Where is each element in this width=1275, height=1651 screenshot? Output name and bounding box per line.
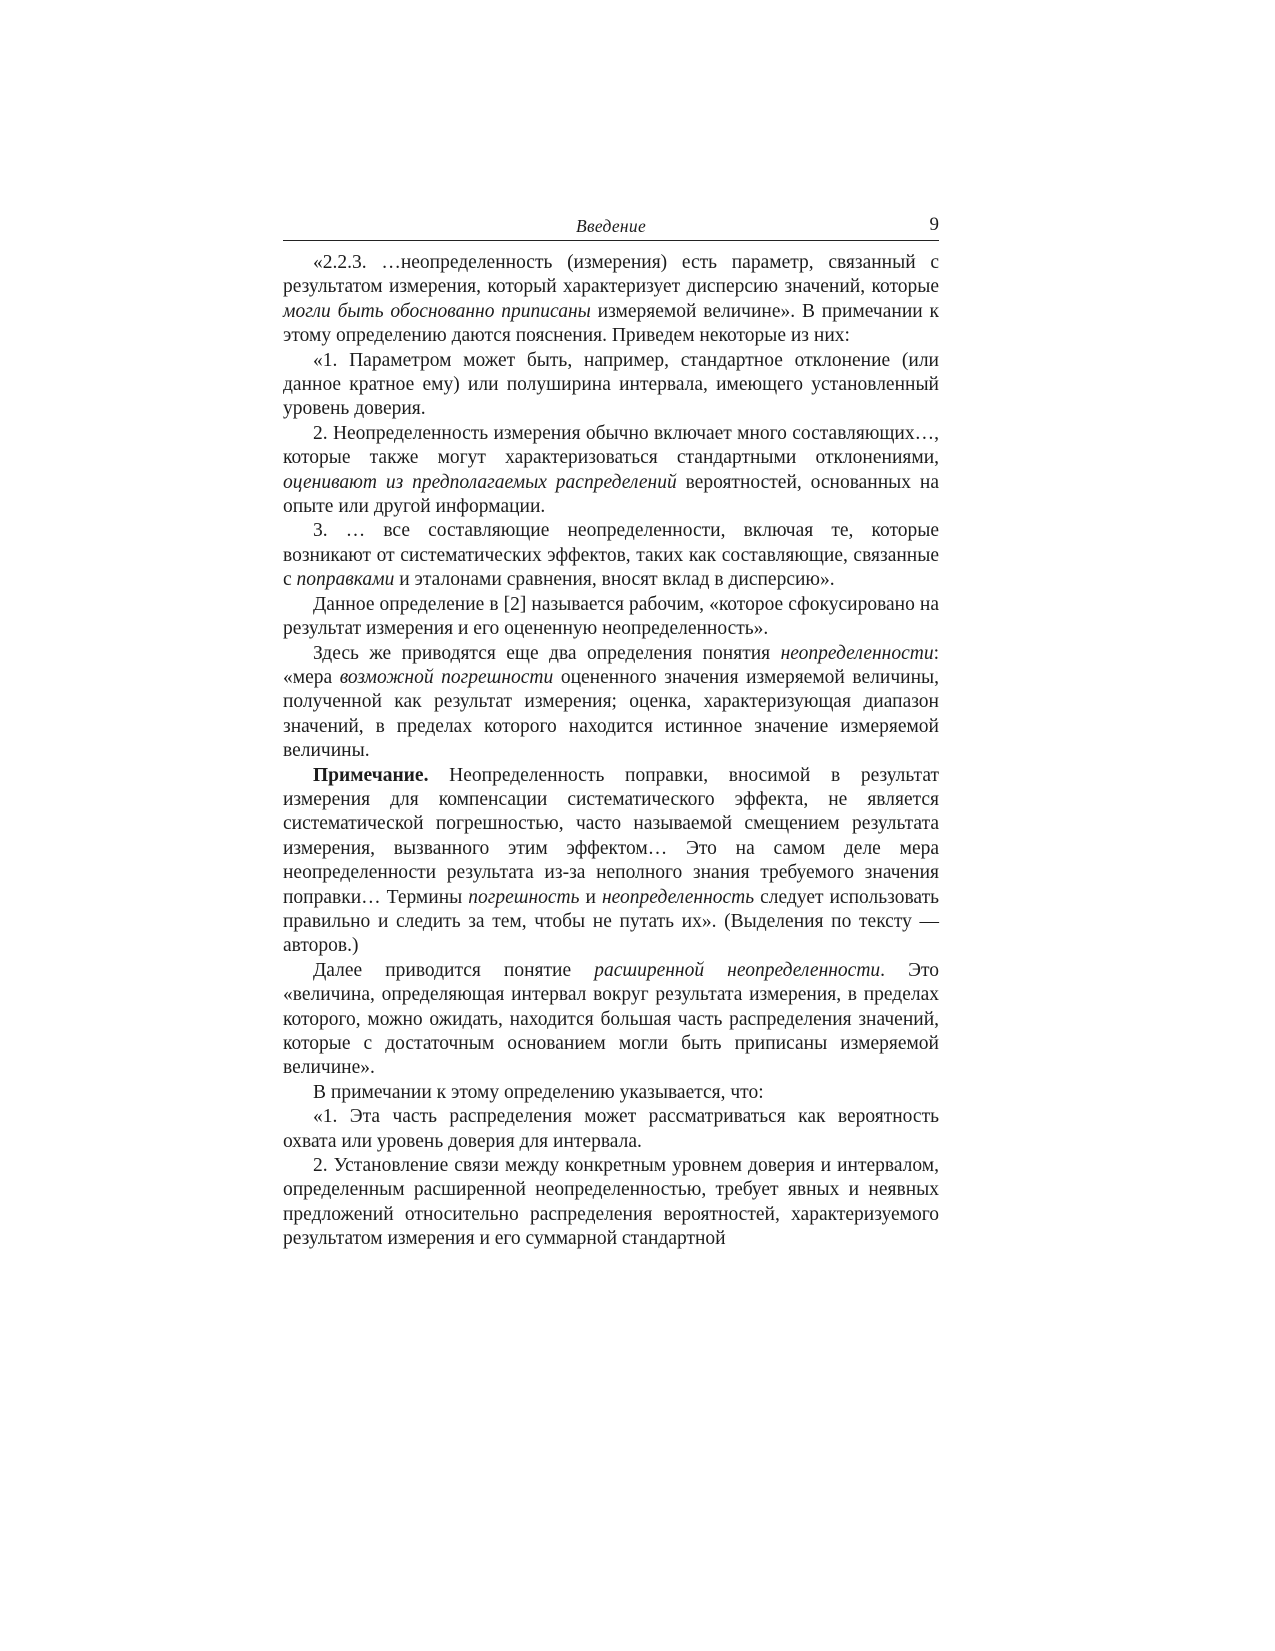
text-run: 2. Установление связи между конкретным уровнем доверия и интервалом, определенным расширенной неопределенностью, требует явных и неявных предложений относительно распределения вероятностей, характеризуемого результатом измерения и его суммарной стандартной: [283, 1155, 939, 1250]
paragraph: [283, 519, 939, 592]
italic-run: могли быть обоснованно приписаны: [283, 300, 591, 322]
text-run: оцененного значения измеряемой величины, полученной как результат измерения; оценка, характеризующая диапазон значений, в пределах которого находится истинное значение измеряемой величины.: [283, 666, 939, 762]
text-run: и: [579, 886, 602, 908]
book-page: [283, 210, 939, 1252]
text-run: «1. Эта часть распределения может рассматриваться как вероятность охвата или уровень доверия для интервала.: [283, 1106, 939, 1152]
paragraph: [283, 1105, 939, 1154]
paragraph: [283, 422, 939, 520]
text-run: В примечании к этому определению указывается, что:: [313, 1081, 764, 1103]
page-number: 9: [929, 214, 939, 235]
running-header: [283, 210, 939, 241]
text-run: Здесь же приводятся еще два определения понятия: [313, 642, 781, 664]
text-run: : «мера: [283, 642, 939, 688]
text-run: Данное определение в [2] называется рабочим, «которое сфокусировано на результат измерения и его оцененную неопределенность».: [283, 593, 939, 640]
text-run: «2.2.3. …неопределенность (измерения) есть параметр, связанный с результатом измерения, который характеризует дисперсию значений, которые: [283, 252, 939, 298]
paragraph: [283, 764, 939, 959]
bold-run: Примечание.: [313, 764, 429, 786]
paragraph: [283, 1154, 939, 1252]
italic-run: неопределенность: [601, 886, 755, 908]
paragraph: [283, 251, 939, 349]
text-run: «1. Параметром может быть, например, стандартное отклонение (или данное кратное ему) или полуширина интервала, имеющего установленный уровень доверия.: [283, 349, 939, 420]
paragraph: [283, 959, 939, 1081]
text-run: Далее приводится понятие: [313, 959, 595, 981]
italic-run: возможной погрешности: [339, 666, 554, 688]
italic-run: поправками: [296, 569, 395, 591]
paragraph: [283, 593, 939, 642]
italic-run: неопределенности: [780, 642, 934, 664]
text-run: и эталонами сравнения, вносят вклад в дисперсию».: [394, 569, 835, 591]
paragraph: [283, 1081, 939, 1105]
running-title: Введение: [575, 216, 647, 236]
paragraph: [283, 642, 939, 764]
text-run: измеряемой величине». В примечании к этому определению даются пояснения. Приведем некоторые из них:: [283, 300, 939, 347]
text-run: следует использовать правильно и следить за тем, чтобы не путать их». (Выделения по тексту — авторов.): [283, 886, 939, 957]
body-text: [283, 251, 939, 1252]
text-run: . Это «величина, определяющая интервал вокруг результата измерения, в пределах которого, можно ожидать, находится большая часть распределения значений, которые с достаточным основанием могли быть приписаны измеряемой величине».: [283, 959, 940, 1079]
italic-run: оценивают из предполагаемых распределений: [283, 471, 677, 493]
text-run: 3. … все составляющие неопределенности, включая те, которые возникают от систематических эффектов, таких как составляющие, связанные с: [283, 520, 939, 591]
text-run: вероятностей, основанных на опыте или другой информации.: [283, 471, 939, 518]
paragraph: [283, 349, 939, 422]
text-run: 2. Неопределенность измерения обычно включает много составляющих…, которые также могут характеризоваться стандартными отклонениями,: [283, 422, 939, 469]
text-run: Неопределенность поправки, вносимой в результат измерения для компенсации систематического эффекта, не является систематической погрешностью, часто называемой смещением результата измерения, вызванного этим эффектом… Это на самом деле мера неопределенности результата из-за неполного знания требуемого значения поправки… Термины: [283, 764, 939, 908]
italic-run: погрешность: [468, 886, 580, 908]
italic-run: расширенной неопределенности: [594, 959, 881, 981]
